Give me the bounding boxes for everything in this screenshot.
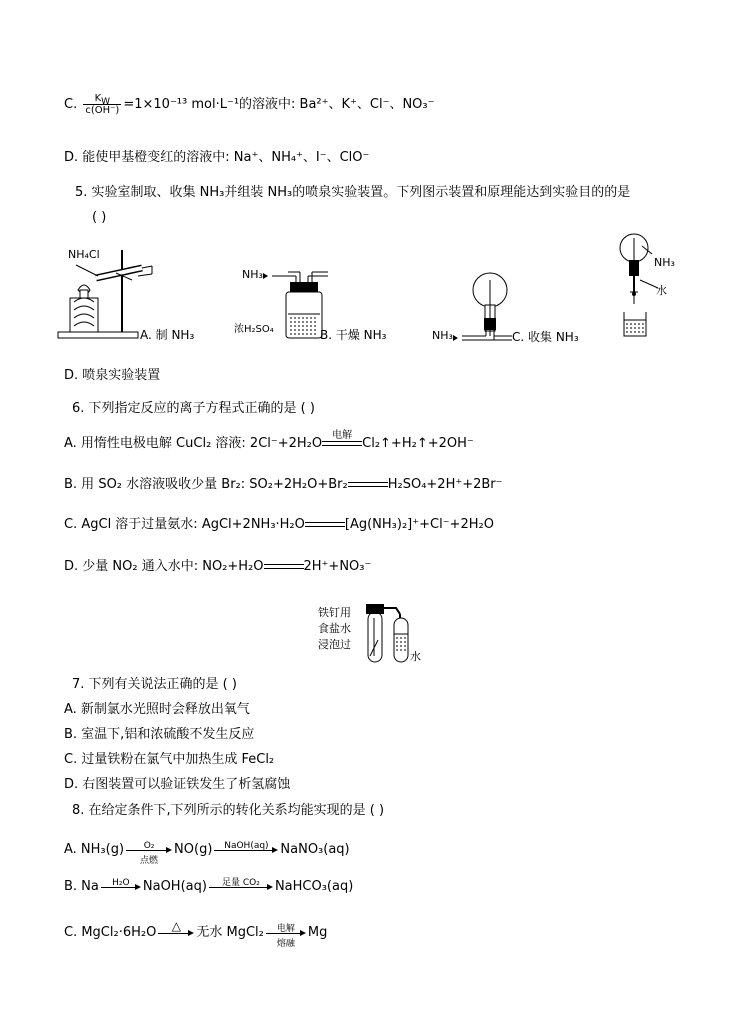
q8-option-b xyxy=(64,878,353,896)
q8-b-s3: NaHCO₃(aq) xyxy=(274,879,354,894)
q8-c-s1: C. MgCl₂·6H₂O xyxy=(64,925,157,940)
q8-b-s1: B. Na xyxy=(64,879,99,894)
q8-b-s2: NaOH(aq) xyxy=(142,879,207,894)
q8-c-c1-over: △ xyxy=(171,918,181,933)
q4-c-fraction xyxy=(83,93,121,116)
q6-option-d xyxy=(64,558,371,576)
q8-c-s2: 无水 MgCl₂ xyxy=(196,925,264,940)
q8-a-c1-over: O₂ xyxy=(143,840,155,851)
q8-a-arrow2 xyxy=(214,840,278,857)
q6-c-left: C. AgCl 溶于过量氨水: AgCl+2NH₃·H₂O xyxy=(64,517,305,532)
fig-a-reagent-label: NH₄Cl xyxy=(68,248,100,261)
fig7-caption-line2: 食盐水 xyxy=(318,622,351,635)
q4-c-rest: =1×10⁻¹³ mol·L⁻¹的溶液中: Ba²⁺、K⁺、Cl⁻、NO₃⁻ xyxy=(123,97,435,112)
q8-c-arrow1 xyxy=(158,918,194,940)
q7-stem: 7. 下列有关说法正确的是 ( ) xyxy=(72,677,237,692)
fig7-caption-line1: 铁钉用 xyxy=(318,606,351,619)
figure-d-apparatus-icon xyxy=(612,232,682,340)
q6-c-equals-sign xyxy=(305,522,345,528)
q8-b-c1-over: H₂O xyxy=(112,877,130,888)
q8-option-a xyxy=(64,840,350,866)
q8-c-c2-under: 熔融 xyxy=(276,938,295,949)
q8-a-s1: A. NH₃(g) xyxy=(64,842,125,857)
q7-option-c: C. 过量铁粉在氯气中加热生成 FeCl₂ xyxy=(64,752,275,767)
q8-c-arrow2 xyxy=(266,923,306,949)
q6-stem: 6. 下列指定反应的离子方程式正确的是 ( ) xyxy=(72,401,315,416)
q8-a-s3: NaNO₃(aq) xyxy=(280,842,350,857)
q8-a-arrow1 xyxy=(126,840,172,866)
fig-d-liquid-label: 水 xyxy=(656,284,667,297)
q8-a-s2: NO(g) xyxy=(174,842,213,857)
fig-b-reagent-label: 浓H₂SO₄ xyxy=(234,324,274,335)
q6-d-right: 2H⁺+NO₃⁻ xyxy=(303,559,372,574)
q5-stem: 5. 实验室制取、收集 NH₃并组装 NH₃的喷泉实验装置。下列图示装置和原理能达到实验目的的是 xyxy=(75,185,631,200)
q8-b-arrow1 xyxy=(101,877,141,894)
fig7-caption-line3: 浸泡过 xyxy=(318,638,351,651)
q8-a-c1-under: 点燃 xyxy=(140,855,159,866)
q6-option-c xyxy=(64,516,494,534)
figure-c-collecting xyxy=(432,270,592,344)
q5-paren: ( ) xyxy=(92,210,107,225)
q6-b-equals-sign xyxy=(348,482,388,488)
q7-option-b: B. 室温下,铝和浓硫酸不发生反应 xyxy=(64,727,255,742)
q4-option-d: D. 能使甲基橙变红的溶液中: Na⁺、NH₄⁺、I⁻、ClO⁻ xyxy=(64,150,370,165)
fig7-water-label: 水 xyxy=(410,650,421,663)
q6-a-condition: 电解 xyxy=(332,429,353,441)
q4-option-c xyxy=(64,93,434,116)
q7-option-a: A. 新制氯水光照时会释放出氧气 xyxy=(64,702,250,717)
q8-stem: 8. 在给定条件下,下列所示的转化关系均能实现的是 ( ) xyxy=(72,803,385,818)
q4-c-prefix: C. xyxy=(64,97,78,112)
q6-d-left: D. 少量 NO₂ 通入水中: NO₂+H₂O xyxy=(64,559,264,574)
q6-a-left: A. 用惰性电极电解 CuCl₂ 溶液: 2Cl⁻+2H₂O xyxy=(64,436,323,451)
fig-a-option-label: A. 制 NH₃ xyxy=(140,328,195,342)
q8-c-c2-over: 电解 xyxy=(276,923,295,934)
q6-a-equals-sign xyxy=(322,429,362,447)
q6-b-right: H₂SO₄+2H⁺+2Br⁻ xyxy=(387,477,503,492)
q8-c-s3: Mg xyxy=(307,925,328,940)
figure-b-drying xyxy=(232,262,402,344)
q6-option-a xyxy=(64,429,474,453)
q8-a-c2-over: NaOH(aq) xyxy=(224,840,269,851)
q8-b-c2-over: 足量 CO₂ xyxy=(222,877,260,888)
fig-b-gas-label: NH₃ xyxy=(242,268,263,281)
q6-b-left: B. 用 SO₂ 水溶液吸收少量 Br₂: SO₂+2H₂O+Br₂ xyxy=(64,477,348,492)
q7-option-d: D. 右图装置可以验证铁发生了析氢腐蚀 xyxy=(64,777,291,792)
q6-a-right: Cl₂↑+H₂↑+2OH⁻ xyxy=(362,436,474,451)
q6-option-b xyxy=(64,476,503,494)
figure-q7-corrosion xyxy=(318,600,428,664)
fig-c-gas-label: NH₃ xyxy=(432,329,453,342)
figure-d-fountain xyxy=(612,232,682,340)
q5-option-d: D. 喷泉实验装置 xyxy=(64,368,161,383)
q8-option-c xyxy=(64,918,328,949)
q4-c-frac-num-sub: W xyxy=(101,97,111,107)
q6-c-right: [Ag(NH₃)₂]⁺+Cl⁻+2H₂O xyxy=(344,517,494,532)
fig-c-option-label: C. 收集 NH₃ xyxy=(512,330,579,344)
q8-b-arrow2 xyxy=(209,877,273,894)
fig-b-option-label: B. 干燥 NH₃ xyxy=(320,328,387,342)
q4-c-frac-den: c(OH⁻) xyxy=(85,105,120,116)
q6-d-equals-sign xyxy=(264,564,304,570)
q4-c-frac-num: K xyxy=(94,93,102,104)
figure-a-ammonia-generation xyxy=(56,240,206,344)
fig-d-gas-label: NH₃ xyxy=(654,256,675,269)
